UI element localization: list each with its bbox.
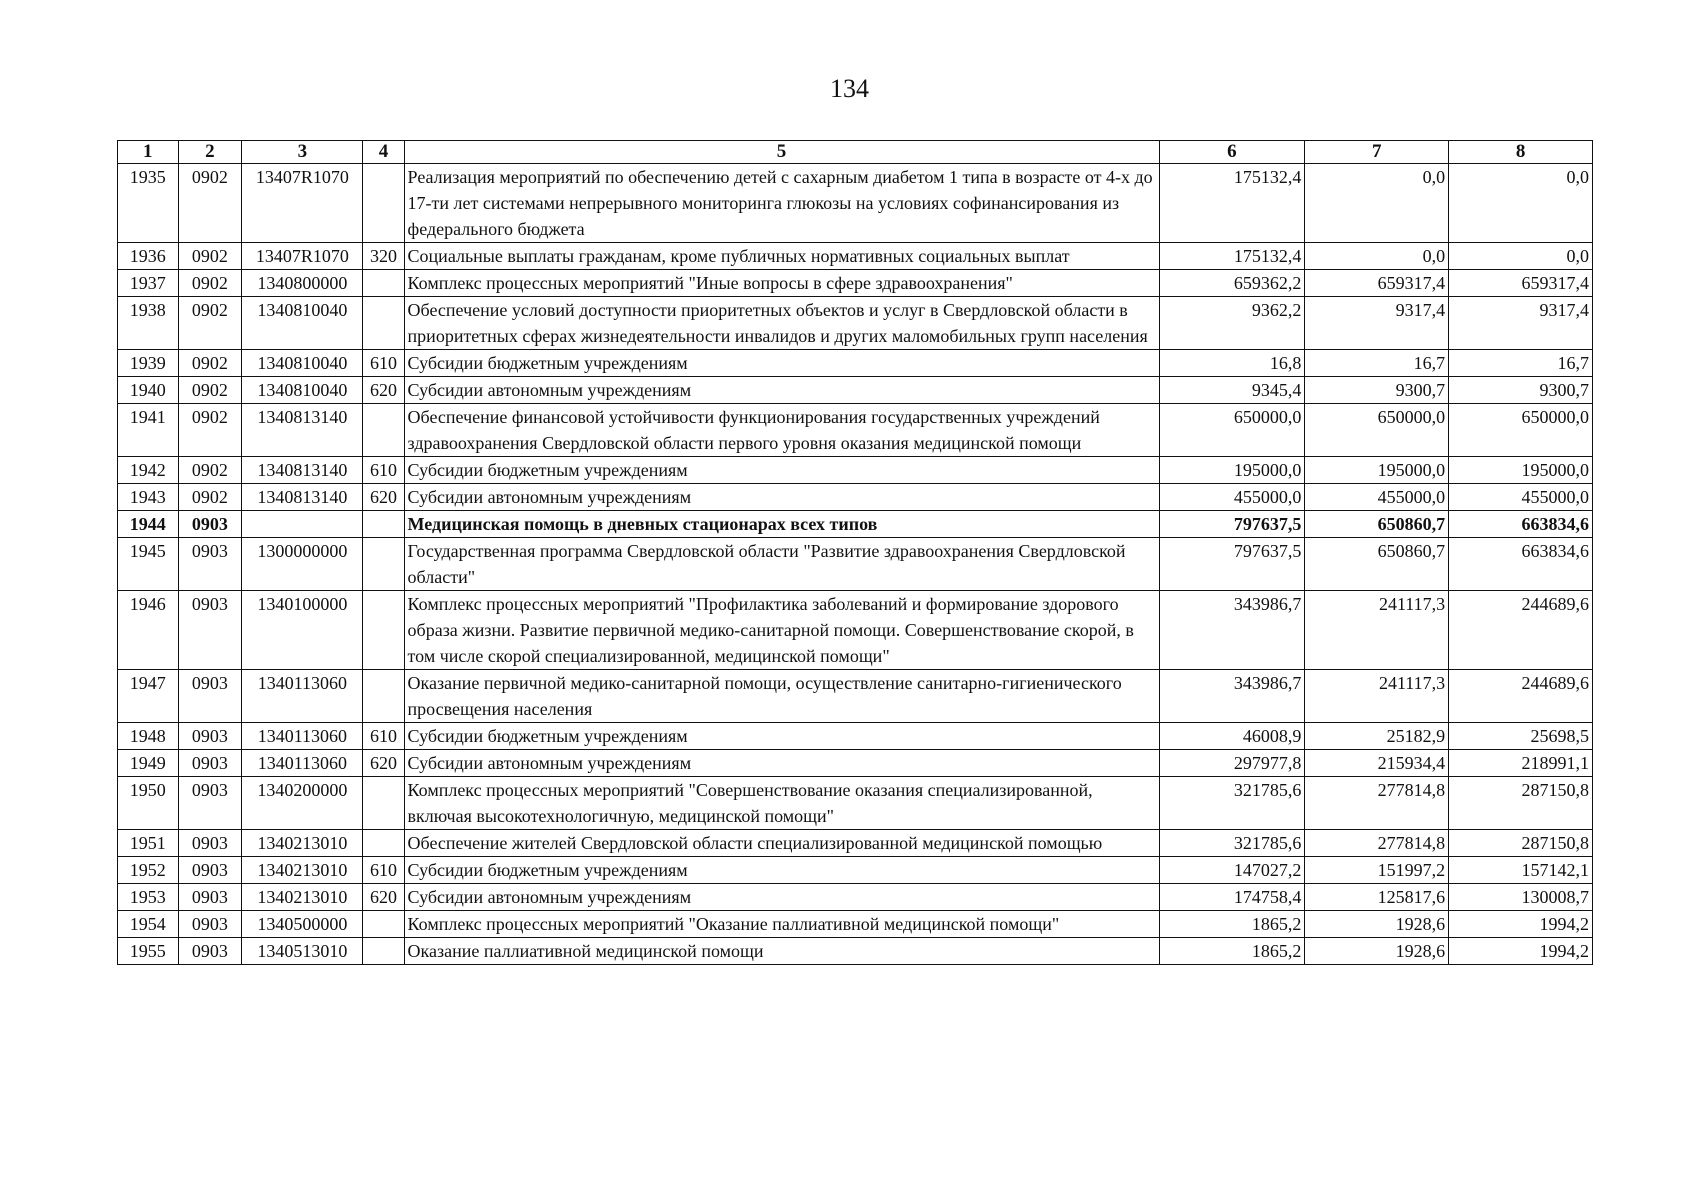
- expense-type-cell: [363, 670, 404, 723]
- amount-col7-cell: 125817,6: [1305, 884, 1449, 911]
- section-code-cell: 0903: [178, 857, 242, 884]
- section-code-cell: 0902: [178, 457, 242, 484]
- column-header: 2: [178, 141, 242, 164]
- target-article-cell: 13407R1070: [242, 243, 363, 270]
- expense-type-cell: [363, 591, 404, 670]
- row-number-cell: 1945: [118, 538, 179, 591]
- target-article-cell: 1340813140: [242, 404, 363, 457]
- description-cell: Субсидии бюджетным учреждениям: [404, 723, 1159, 750]
- expense-type-cell: [363, 938, 404, 965]
- table-row: [118, 777, 1593, 830]
- table-row: [118, 404, 1593, 457]
- target-article-cell: 1340213010: [242, 830, 363, 857]
- target-article-cell: 1340213010: [242, 884, 363, 911]
- amount-col6-cell: 175132,4: [1159, 243, 1305, 270]
- column-header: 1: [118, 141, 179, 164]
- description-cell: Комплекс процессных мероприятий "Совершенствование оказания специализированной, включая высокотехнологичную, медицинской помощи": [404, 777, 1159, 830]
- amount-col8-cell: 130008,7: [1449, 884, 1593, 911]
- expense-type-cell: 620: [363, 377, 404, 404]
- amount-col7-cell: 0,0: [1305, 164, 1449, 243]
- amount-col7-cell: 659317,4: [1305, 270, 1449, 297]
- section-code-cell: 0902: [178, 350, 242, 377]
- column-header: 8: [1449, 141, 1593, 164]
- table-row: [118, 270, 1593, 297]
- amount-col8-cell: 287150,8: [1449, 830, 1593, 857]
- target-article-cell: 1340213010: [242, 857, 363, 884]
- target-article-cell: 1340810040: [242, 377, 363, 404]
- expense-type-cell: 620: [363, 884, 404, 911]
- table-row: [118, 723, 1593, 750]
- table-row: [118, 884, 1593, 911]
- expense-type-cell: [363, 777, 404, 830]
- column-header: 5: [404, 141, 1159, 164]
- row-number-cell: 1950: [118, 777, 179, 830]
- amount-col6-cell: 321785,6: [1159, 830, 1305, 857]
- target-article-cell: [242, 511, 363, 538]
- amount-col6-cell: 147027,2: [1159, 857, 1305, 884]
- table-row: [118, 750, 1593, 777]
- description-cell: Медицинская помощь в дневных стационарах всех типов: [404, 511, 1159, 538]
- expense-type-cell: [363, 511, 404, 538]
- section-code-cell: 0902: [178, 270, 242, 297]
- section-code-cell: 0903: [178, 777, 242, 830]
- amount-col8-cell: 195000,0: [1449, 457, 1593, 484]
- expense-type-cell: [363, 297, 404, 350]
- amount-col6-cell: 1865,2: [1159, 911, 1305, 938]
- amount-col8-cell: 25698,5: [1449, 723, 1593, 750]
- amount-col7-cell: 241117,3: [1305, 591, 1449, 670]
- table-row: [118, 484, 1593, 511]
- amount-col6-cell: 1865,2: [1159, 938, 1305, 965]
- amount-col7-cell: 195000,0: [1305, 457, 1449, 484]
- amount-col6-cell: 16,8: [1159, 350, 1305, 377]
- description-cell: Государственная программа Свердловской области "Развитие здравоохранения Свердловской области": [404, 538, 1159, 591]
- table-row: [118, 350, 1593, 377]
- amount-col7-cell: 9317,4: [1305, 297, 1449, 350]
- amount-col6-cell: 175132,4: [1159, 164, 1305, 243]
- amount-col8-cell: 157142,1: [1449, 857, 1593, 884]
- target-article-cell: 1340113060: [242, 750, 363, 777]
- page-number: 134: [830, 74, 869, 103]
- target-article-cell: 13407R1070: [242, 164, 363, 243]
- section-code-cell: 0902: [178, 297, 242, 350]
- column-header: 7: [1305, 141, 1449, 164]
- amount-col6-cell: 9362,2: [1159, 297, 1305, 350]
- expense-type-cell: [363, 404, 404, 457]
- amount-col7-cell: 1928,6: [1305, 911, 1449, 938]
- amount-col6-cell: 321785,6: [1159, 777, 1305, 830]
- amount-col6-cell: 9345,4: [1159, 377, 1305, 404]
- section-code-cell: 0903: [178, 591, 242, 670]
- target-article-cell: 1340100000: [242, 591, 363, 670]
- table-row: [118, 591, 1593, 670]
- amount-col7-cell: 16,7: [1305, 350, 1449, 377]
- row-number-cell: 1951: [118, 830, 179, 857]
- amount-col6-cell: 174758,4: [1159, 884, 1305, 911]
- amount-col7-cell: 25182,9: [1305, 723, 1449, 750]
- table-row: [118, 670, 1593, 723]
- column-header: 4: [363, 141, 404, 164]
- amount-col7-cell: 277814,8: [1305, 777, 1449, 830]
- section-code-cell: 0902: [178, 164, 242, 243]
- description-cell: Обеспечение жителей Свердловской области специализированной медицинской помощью: [404, 830, 1159, 857]
- target-article-cell: 1300000000: [242, 538, 363, 591]
- amount-col6-cell: 650000,0: [1159, 404, 1305, 457]
- row-number-cell: 1948: [118, 723, 179, 750]
- amount-col8-cell: 663834,6: [1449, 511, 1593, 538]
- row-number-cell: 1954: [118, 911, 179, 938]
- amount-col8-cell: 244689,6: [1449, 591, 1593, 670]
- section-code-cell: 0903: [178, 911, 242, 938]
- section-code-cell: 0903: [178, 750, 242, 777]
- description-cell: Субсидии бюджетным учреждениям: [404, 350, 1159, 377]
- target-article-cell: 1340113060: [242, 723, 363, 750]
- row-number-cell: 1936: [118, 243, 179, 270]
- expense-type-cell: 320: [363, 243, 404, 270]
- row-number-cell: 1941: [118, 404, 179, 457]
- description-cell: Субсидии бюджетным учреждениям: [404, 857, 1159, 884]
- expense-type-cell: 610: [363, 723, 404, 750]
- amount-col6-cell: 343986,7: [1159, 591, 1305, 670]
- description-cell: Социальные выплаты гражданам, кроме публичных нормативных социальных выплат: [404, 243, 1159, 270]
- row-number-cell: 1955: [118, 938, 179, 965]
- column-header: 3: [242, 141, 363, 164]
- section-code-cell: 0903: [178, 723, 242, 750]
- target-article-cell: 1340810040: [242, 350, 363, 377]
- description-cell: Реализация мероприятий по обеспечению детей с сахарным диабетом 1 типа в возрасте от 4-х до 17-ти лет системами непрерывного мониторинга глюкозы на условиях софинансирования из федерального бюджета: [404, 164, 1159, 243]
- target-article-cell: 1340800000: [242, 270, 363, 297]
- row-number-cell: 1947: [118, 670, 179, 723]
- target-article-cell: 1340810040: [242, 297, 363, 350]
- description-cell: Субсидии автономным учреждениям: [404, 484, 1159, 511]
- table-row: [118, 911, 1593, 938]
- amount-col6-cell: 797637,5: [1159, 538, 1305, 591]
- row-number-cell: 1953: [118, 884, 179, 911]
- amount-col8-cell: 1994,2: [1449, 938, 1593, 965]
- section-code-cell: 0903: [178, 884, 242, 911]
- row-number-cell: 1946: [118, 591, 179, 670]
- amount-col7-cell: 9300,7: [1305, 377, 1449, 404]
- description-cell: Комплекс процессных мероприятий "Профилактика заболеваний и формирование здорового образа жизни. Развитие первичной медико-санитарной помощи. Совершенствование скорой, в том числе скорой специализированной, медицинской помощи": [404, 591, 1159, 670]
- amount-col7-cell: 1928,6: [1305, 938, 1449, 965]
- amount-col8-cell: 218991,1: [1449, 750, 1593, 777]
- expense-type-cell: [363, 830, 404, 857]
- amount-col8-cell: 0,0: [1449, 243, 1593, 270]
- row-number-cell: 1942: [118, 457, 179, 484]
- amount-col6-cell: 343986,7: [1159, 670, 1305, 723]
- table-row: [118, 511, 1593, 538]
- description-cell: Комплекс процессных мероприятий "Оказание паллиативной медицинской помощи": [404, 911, 1159, 938]
- amount-col7-cell: 241117,3: [1305, 670, 1449, 723]
- section-code-cell: 0903: [178, 830, 242, 857]
- amount-col8-cell: 9317,4: [1449, 297, 1593, 350]
- section-code-cell: 0902: [178, 377, 242, 404]
- description-cell: Субсидии автономным учреждениям: [404, 377, 1159, 404]
- section-code-cell: 0902: [178, 484, 242, 511]
- target-article-cell: 1340500000: [242, 911, 363, 938]
- amount-col7-cell: 455000,0: [1305, 484, 1449, 511]
- table-row: [118, 457, 1593, 484]
- description-cell: Субсидии автономным учреждениям: [404, 884, 1159, 911]
- expense-type-cell: 620: [363, 484, 404, 511]
- row-number-cell: 1944: [118, 511, 179, 538]
- expense-type-cell: 610: [363, 457, 404, 484]
- expense-type-cell: [363, 164, 404, 243]
- row-number-cell: 1938: [118, 297, 179, 350]
- table-row: [118, 938, 1593, 965]
- amount-col8-cell: 287150,8: [1449, 777, 1593, 830]
- column-header: 6: [1159, 141, 1305, 164]
- amount-col8-cell: 650000,0: [1449, 404, 1593, 457]
- amount-col8-cell: 659317,4: [1449, 270, 1593, 297]
- section-code-cell: 0903: [178, 511, 242, 538]
- description-cell: Субсидии бюджетным учреждениям: [404, 457, 1159, 484]
- expense-type-cell: 620: [363, 750, 404, 777]
- expense-type-cell: [363, 538, 404, 591]
- amount-col8-cell: 16,7: [1449, 350, 1593, 377]
- expense-type-cell: [363, 270, 404, 297]
- section-code-cell: 0902: [178, 404, 242, 457]
- row-number-cell: 1952: [118, 857, 179, 884]
- amount-col8-cell: 1994,2: [1449, 911, 1593, 938]
- amount-col6-cell: 659362,2: [1159, 270, 1305, 297]
- table-row: [118, 164, 1593, 243]
- table-header-row: [118, 141, 1593, 164]
- amount-col8-cell: 663834,6: [1449, 538, 1593, 591]
- amount-col7-cell: 650860,7: [1305, 538, 1449, 591]
- table-body: [118, 164, 1593, 965]
- section-code-cell: 0903: [178, 670, 242, 723]
- row-number-cell: 1940: [118, 377, 179, 404]
- section-code-cell: 0903: [178, 538, 242, 591]
- target-article-cell: 1340813140: [242, 457, 363, 484]
- description-cell: Субсидии автономным учреждениям: [404, 750, 1159, 777]
- expense-type-cell: 610: [363, 857, 404, 884]
- table-row: [118, 538, 1593, 591]
- amount-col6-cell: 455000,0: [1159, 484, 1305, 511]
- table-row: [118, 297, 1593, 350]
- amount-col6-cell: 797637,5: [1159, 511, 1305, 538]
- amount-col7-cell: 215934,4: [1305, 750, 1449, 777]
- table-row: [118, 377, 1593, 404]
- table-row: [118, 830, 1593, 857]
- target-article-cell: 1340200000: [242, 777, 363, 830]
- amount-col6-cell: 46008,9: [1159, 723, 1305, 750]
- target-article-cell: 1340813140: [242, 484, 363, 511]
- row-number-cell: 1949: [118, 750, 179, 777]
- row-number-cell: 1937: [118, 270, 179, 297]
- table-row: [118, 243, 1593, 270]
- amount-col7-cell: 277814,8: [1305, 830, 1449, 857]
- amount-col6-cell: 297977,8: [1159, 750, 1305, 777]
- amount-col7-cell: 151997,2: [1305, 857, 1449, 884]
- target-article-cell: 1340113060: [242, 670, 363, 723]
- amount-col8-cell: 9300,7: [1449, 377, 1593, 404]
- row-number-cell: 1935: [118, 164, 179, 243]
- table-row: [118, 857, 1593, 884]
- expense-type-cell: [363, 911, 404, 938]
- row-number-cell: 1939: [118, 350, 179, 377]
- description-cell: Обеспечение финансовой устойчивости функционирования государственных учреждений здравоохранения Свердловской области первого уровня оказания медицинской помощи: [404, 404, 1159, 457]
- amount-col7-cell: 650000,0: [1305, 404, 1449, 457]
- description-cell: Комплекс процессных мероприятий "Иные вопросы в сфере здравоохранения": [404, 270, 1159, 297]
- row-number-cell: 1943: [118, 484, 179, 511]
- amount-col7-cell: 0,0: [1305, 243, 1449, 270]
- amount-col7-cell: 650860,7: [1305, 511, 1449, 538]
- amount-col8-cell: 0,0: [1449, 164, 1593, 243]
- expense-type-cell: 610: [363, 350, 404, 377]
- section-code-cell: 0902: [178, 243, 242, 270]
- amount-col8-cell: 455000,0: [1449, 484, 1593, 511]
- amount-col8-cell: 244689,6: [1449, 670, 1593, 723]
- target-article-cell: 1340513010: [242, 938, 363, 965]
- section-code-cell: 0903: [178, 938, 242, 965]
- amount-col6-cell: 195000,0: [1159, 457, 1305, 484]
- description-cell: Обеспечение условий доступности приоритетных объектов и услуг в Свердловской области в приоритетных сферах жизнедеятельности инвалидов и других маломобильных групп населения: [404, 297, 1159, 350]
- description-cell: Оказание паллиативной медицинской помощи: [404, 938, 1159, 965]
- budget-table: [117, 140, 1593, 965]
- description-cell: Оказание первичной медико-санитарной помощи, осуществление санитарно-гигиенического просвещения населения: [404, 670, 1159, 723]
